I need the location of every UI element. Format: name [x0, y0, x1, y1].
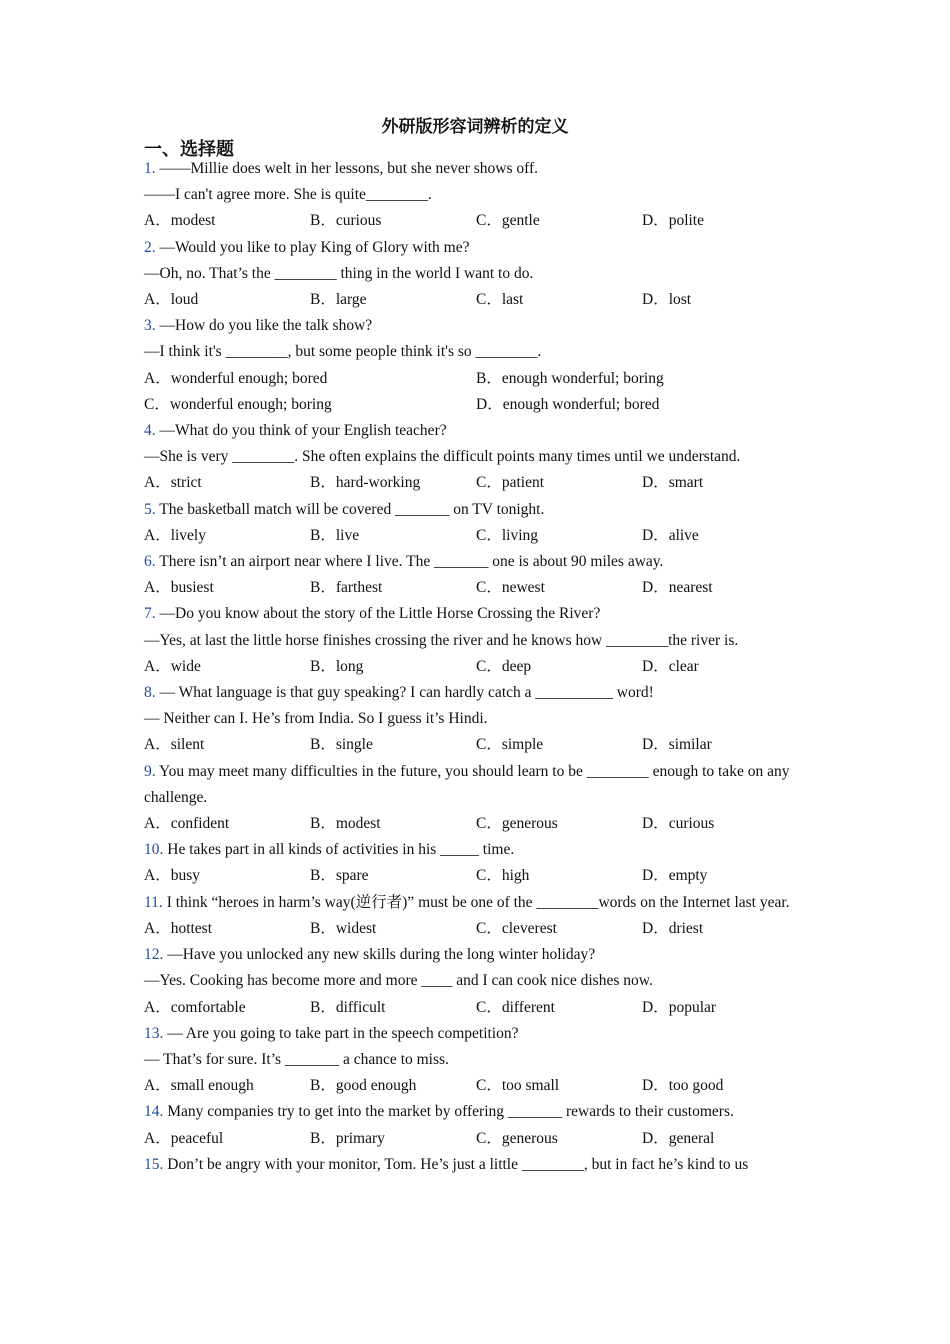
question-item [144, 1099, 814, 1151]
question-text: —How do you like the talk show? [159, 317, 373, 335]
question-item [144, 680, 814, 759]
options-row [144, 654, 814, 680]
question-text: —Yes. Cooking has become more and more ____ and I can cook nice dishes now. [144, 972, 653, 990]
answer-option[interactable]: A．small enough [144, 1077, 254, 1095]
question-stem [144, 1152, 814, 1178]
question-text: — That’s for sure. It’s _______ a chance to miss. [144, 1050, 449, 1068]
answer-option[interactable]: D．popular [642, 998, 717, 1016]
question-reply [144, 968, 814, 994]
question-text: — Are you going to take part in the speech competition? [167, 1024, 519, 1042]
options-row [144, 366, 814, 392]
question-reply [144, 706, 814, 732]
answer-option[interactable]: C．wonderful enough; boring [144, 395, 332, 413]
question-text: —Have you unlocked any new skills during the long winter holiday? [167, 946, 596, 964]
question-stem [144, 235, 814, 261]
answer-option[interactable]: D．polite [642, 212, 704, 230]
question-stem [144, 1099, 814, 1125]
question-text: Many companies try to get into the market by offering _______ rewards to their customers. [167, 1103, 734, 1121]
question-stem [144, 680, 814, 706]
options-row [144, 916, 814, 942]
answer-option[interactable]: C．cleverest [476, 919, 557, 937]
question-item [144, 418, 814, 497]
question-item [144, 497, 814, 549]
answer-option[interactable]: A．wide [144, 657, 201, 675]
answer-option[interactable]: A．busiest [144, 579, 214, 597]
question-item [144, 759, 814, 838]
answer-option[interactable]: D．clear [642, 657, 699, 675]
question-text: There isn’t an airport near where I live. The _______ one is about 90 miles away. [159, 553, 664, 571]
question-number: 1. [144, 160, 156, 177]
question-text: — Neither can I. He’s from India. So I guess it’s Hindi. [144, 710, 488, 728]
answer-option[interactable]: A．peaceful [144, 1129, 224, 1147]
question-stem [144, 942, 814, 968]
question-number: 7. [144, 605, 156, 623]
options-row [144, 811, 814, 837]
answer-option[interactable]: D．general [642, 1129, 715, 1147]
answer-option[interactable]: C．simple [476, 736, 544, 754]
page-title: 外研版形容词辨析的定义 [381, 117, 569, 136]
question-number: 9. [144, 762, 156, 780]
answer-option[interactable]: B．difficult [310, 998, 386, 1016]
question-item [144, 235, 814, 314]
question-item [144, 942, 814, 1021]
answer-option[interactable]: A．busy [144, 867, 200, 885]
question-reply [144, 444, 814, 470]
options-row [144, 470, 814, 496]
question-stem [144, 156, 814, 182]
answer-option[interactable]: D．alive [642, 526, 699, 544]
answer-option[interactable]: D．similar [642, 736, 712, 754]
options-row [144, 995, 814, 1021]
answer-option[interactable]: A．strict [144, 474, 202, 492]
answer-option[interactable]: B．good enough [310, 1077, 417, 1095]
answer-option[interactable]: C．deep [476, 657, 532, 675]
section-heading: 一、选择题 [144, 139, 234, 159]
answer-option[interactable]: A．modest [144, 212, 216, 230]
answer-option[interactable]: B．large [310, 291, 367, 309]
question-stem [144, 549, 814, 575]
answer-option[interactable]: D．enough wonderful; bored [476, 395, 660, 413]
answer-option[interactable]: A．silent [144, 736, 205, 754]
answer-option[interactable]: D．nearest [642, 579, 713, 597]
question-reply [144, 182, 814, 208]
options-row [144, 523, 814, 549]
answer-option[interactable]: B．farthest [310, 579, 383, 597]
question-text: —Do you know about the story of the Little Horse Crossing the River? [159, 605, 601, 623]
question-reply [144, 628, 814, 654]
answer-option[interactable]: C．patient [476, 474, 545, 492]
answer-option[interactable]: C．living [476, 526, 539, 544]
question-text: —She is very ________. She often explains the difficult points many times until we understand. [144, 448, 741, 466]
answer-option[interactable]: A．hottest [144, 919, 213, 937]
question-text: He takes part in all kinds of activities in his _____ time. [167, 841, 515, 859]
question-number: 6. [144, 553, 156, 571]
question-number: 11. [144, 893, 163, 911]
question-stem [144, 313, 814, 339]
question-text: The basketball match will be covered _______ on TV tonight. [159, 500, 545, 518]
answer-option[interactable]: A．loud [144, 291, 199, 309]
question-text: —Oh, no. That’s the ________ thing in the world I want to do. [144, 264, 534, 282]
options-row [144, 1073, 814, 1099]
question-stem [144, 1021, 814, 1047]
answer-option[interactable]: D．smart [642, 474, 704, 492]
question-item [144, 313, 814, 418]
question-item [144, 601, 814, 680]
answer-option[interactable]: A．lively [144, 526, 206, 544]
options-row [144, 575, 814, 601]
question-reply [144, 261, 814, 287]
answer-option[interactable]: B．long [310, 657, 364, 675]
question-number: 5. [144, 500, 156, 518]
question-number: 14. [144, 1103, 164, 1121]
answer-option[interactable]: B．curious [310, 212, 382, 230]
answer-option[interactable]: A．wonderful enough; bored [144, 369, 328, 387]
question-number: 8. [144, 684, 156, 702]
options-row [144, 863, 814, 889]
question-number: 2. [144, 238, 156, 256]
answer-option[interactable]: A．confident [144, 815, 230, 833]
answer-option[interactable]: D．curious [642, 815, 715, 833]
answer-option[interactable]: C．newest [476, 579, 545, 597]
question-stem [144, 890, 814, 916]
question-text: — What language is that guy speaking? I can hardly catch a __________ word! [159, 684, 654, 702]
answer-option[interactable]: B．spare [310, 867, 369, 885]
question-list [144, 156, 814, 1178]
question-number: 10. [144, 841, 164, 859]
question-text: —Would you like to play King of Glory with me? [159, 238, 470, 256]
answer-option[interactable]: B．primary [310, 1129, 385, 1147]
question-stem [144, 759, 814, 811]
question-item [144, 837, 814, 889]
question-number: 12. [144, 946, 164, 964]
question-text: You may meet many difficulties in the future, you should learn to be ________ enough to take on any challenge. [144, 762, 790, 806]
answer-option[interactable]: D．lost [642, 291, 692, 309]
options-row [144, 1126, 814, 1152]
answer-option[interactable]: B．single [310, 736, 373, 754]
answer-option[interactable]: C．generous [476, 815, 558, 833]
question-number: 15. [144, 1155, 164, 1173]
question-item [144, 1152, 814, 1178]
question-stem [144, 601, 814, 627]
answer-option[interactable]: C．last [476, 291, 524, 309]
answer-option[interactable]: C．generous [476, 1129, 558, 1147]
question-reply [144, 339, 814, 365]
answer-option[interactable]: B．modest [310, 815, 381, 833]
question-text: —Yes, at last the little horse finishes crossing the river and he knows how ________the river is. [144, 631, 739, 649]
answer-option[interactable]: D．driest [642, 919, 704, 937]
answer-option[interactable]: C．gentle [476, 212, 540, 230]
answer-option[interactable]: A．comfortable [144, 998, 246, 1016]
answer-option[interactable]: C．high [476, 867, 530, 885]
options-row [144, 208, 814, 234]
answer-option[interactable]: B．enough wonderful; boring [476, 369, 664, 387]
question-item [144, 1021, 814, 1100]
answer-option[interactable]: D．empty [642, 867, 708, 885]
answer-option[interactable]: C．different [476, 998, 555, 1016]
question-number: 13. [144, 1024, 164, 1042]
question-number: 3. [144, 317, 156, 335]
question-text: ——Millie does welt in her lessons, but she never shows off. [159, 160, 539, 177]
question-stem [144, 497, 814, 523]
question-text: —What do you think of your English teacher? [159, 422, 447, 440]
question-reply [144, 1047, 814, 1073]
answer-option[interactable]: C．too small [476, 1077, 560, 1095]
question-item [144, 890, 814, 942]
answer-option[interactable]: B．hard-working [310, 474, 421, 492]
question-text: ——I can't agree more. She is quite________. [144, 186, 432, 204]
answer-option[interactable]: B．live [310, 526, 360, 544]
options-row [144, 392, 814, 418]
question-item [144, 549, 814, 601]
question-text: Don’t be angry with your monitor, Tom. He’s just a little ________, but in fact he’s kind to us [167, 1155, 749, 1173]
answer-option[interactable]: B．widest [310, 919, 377, 937]
answer-option[interactable]: D．too good [642, 1077, 724, 1095]
question-text: —I think it's ________, but some people think it's so ________. [144, 343, 542, 361]
options-row [144, 287, 814, 313]
question-item [144, 156, 814, 235]
question-text: I think “heroes in harm’s way(逆行者)” must be one of the ________words on the Internet last year. [166, 893, 790, 911]
question-stem [144, 837, 814, 863]
question-number: 4. [144, 422, 156, 440]
options-row [144, 732, 814, 758]
question-stem [144, 418, 814, 444]
